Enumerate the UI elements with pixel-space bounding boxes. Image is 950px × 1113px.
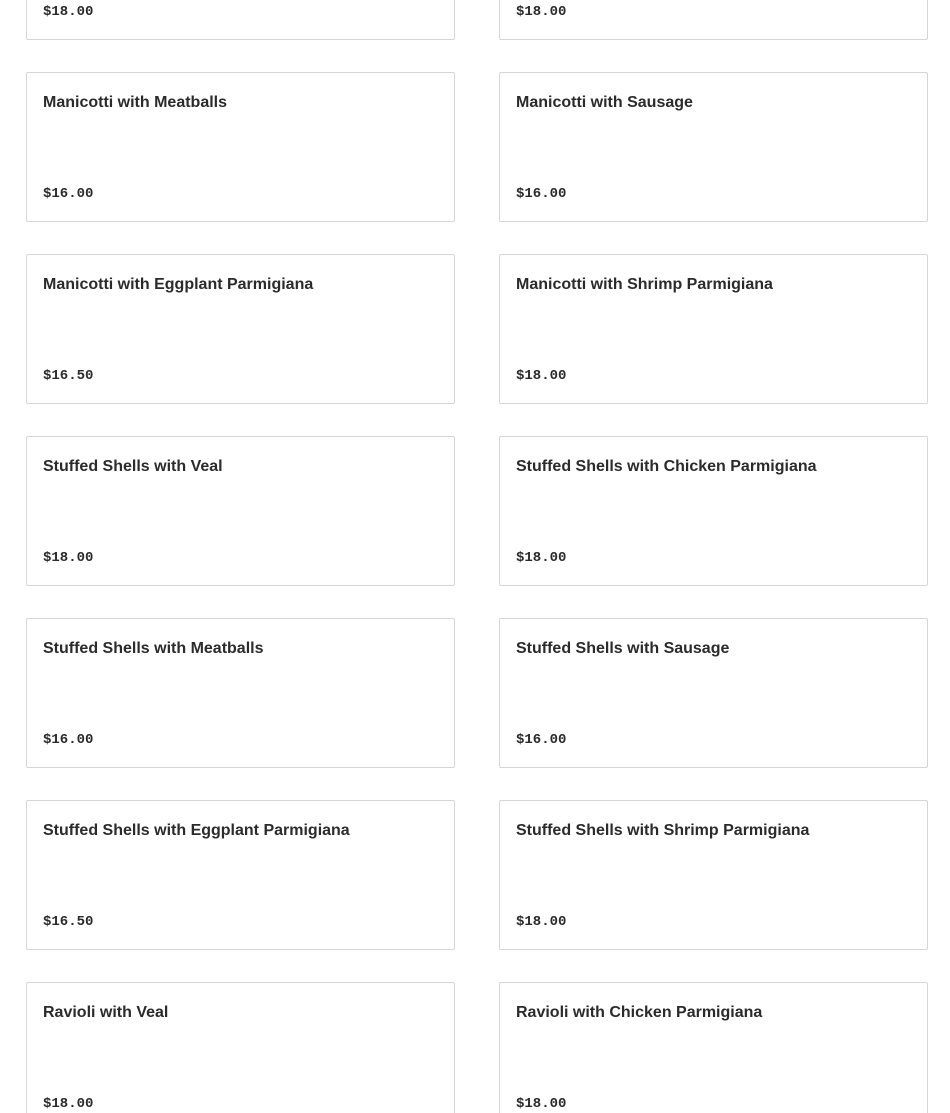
menu-item-name: Manicotti with Meatballs — [43, 94, 228, 111]
menu-item-card[interactable] — [499, 436, 928, 586]
menu-item-grid — [26, 0, 928, 1113]
menu-item-price: $16.00 — [43, 186, 94, 202]
menu-item-name: Manicotti with Sausage — [516, 94, 693, 111]
menu-item-price: $18.00 — [43, 550, 94, 566]
menu-item-card[interactable] — [26, 254, 455, 404]
menu-item-name: Stuffed Shells with Eggplant Parmigiana — [43, 822, 350, 839]
menu-item-card[interactable] — [499, 0, 928, 40]
menu-item-name: Stuffed Shells with Veal — [43, 458, 223, 475]
menu-item-card[interactable] — [26, 618, 455, 768]
menu-item-card[interactable] — [499, 254, 928, 404]
menu-item-price: $16.00 — [516, 732, 567, 748]
menu-item-card[interactable] — [26, 436, 455, 586]
menu-item-card[interactable] — [499, 982, 928, 1113]
menu-item-card[interactable] — [26, 982, 455, 1113]
menu-item-card[interactable] — [26, 72, 455, 222]
menu-item-name: Manicotti with Eggplant Parmigiana — [43, 276, 314, 293]
menu-item-name: Stuffed Shells with Meatballs — [43, 640, 264, 657]
menu-item-card[interactable] — [499, 618, 928, 768]
menu-item-name: Stuffed Shells with Sausage — [516, 640, 730, 657]
menu-item-name: Ravioli with Veal — [43, 1004, 169, 1021]
menu-item-card[interactable] — [499, 800, 928, 950]
menu-item-name: Stuffed Shells with Shrimp Parmigiana — [516, 822, 810, 839]
menu-item-card[interactable] — [26, 0, 455, 40]
menu-item-name: Ravioli with Chicken Parmigiana — [516, 1004, 763, 1021]
menu-item-price: $16.50 — [43, 368, 94, 384]
menu-item-card[interactable] — [26, 800, 455, 950]
menu-item-card[interactable] — [499, 72, 928, 222]
menu-item-price: $18.00 — [516, 4, 567, 20]
menu-item-price: $18.00 — [43, 4, 94, 20]
menu-item-price: $18.00 — [516, 914, 567, 930]
menu-item-price: $18.00 — [516, 550, 567, 566]
menu-item-price: $18.00 — [516, 1096, 567, 1112]
menu-item-name: Manicotti with Shrimp Parmigiana — [516, 276, 773, 293]
menu-item-price: $18.00 — [516, 368, 567, 384]
menu-item-name: Stuffed Shells with Chicken Parmigiana — [516, 458, 817, 475]
menu-item-price: $16.00 — [43, 732, 94, 748]
menu-item-price: $16.50 — [43, 914, 94, 930]
menu-item-price: $16.00 — [516, 186, 567, 202]
menu-item-price: $18.00 — [43, 1096, 94, 1112]
